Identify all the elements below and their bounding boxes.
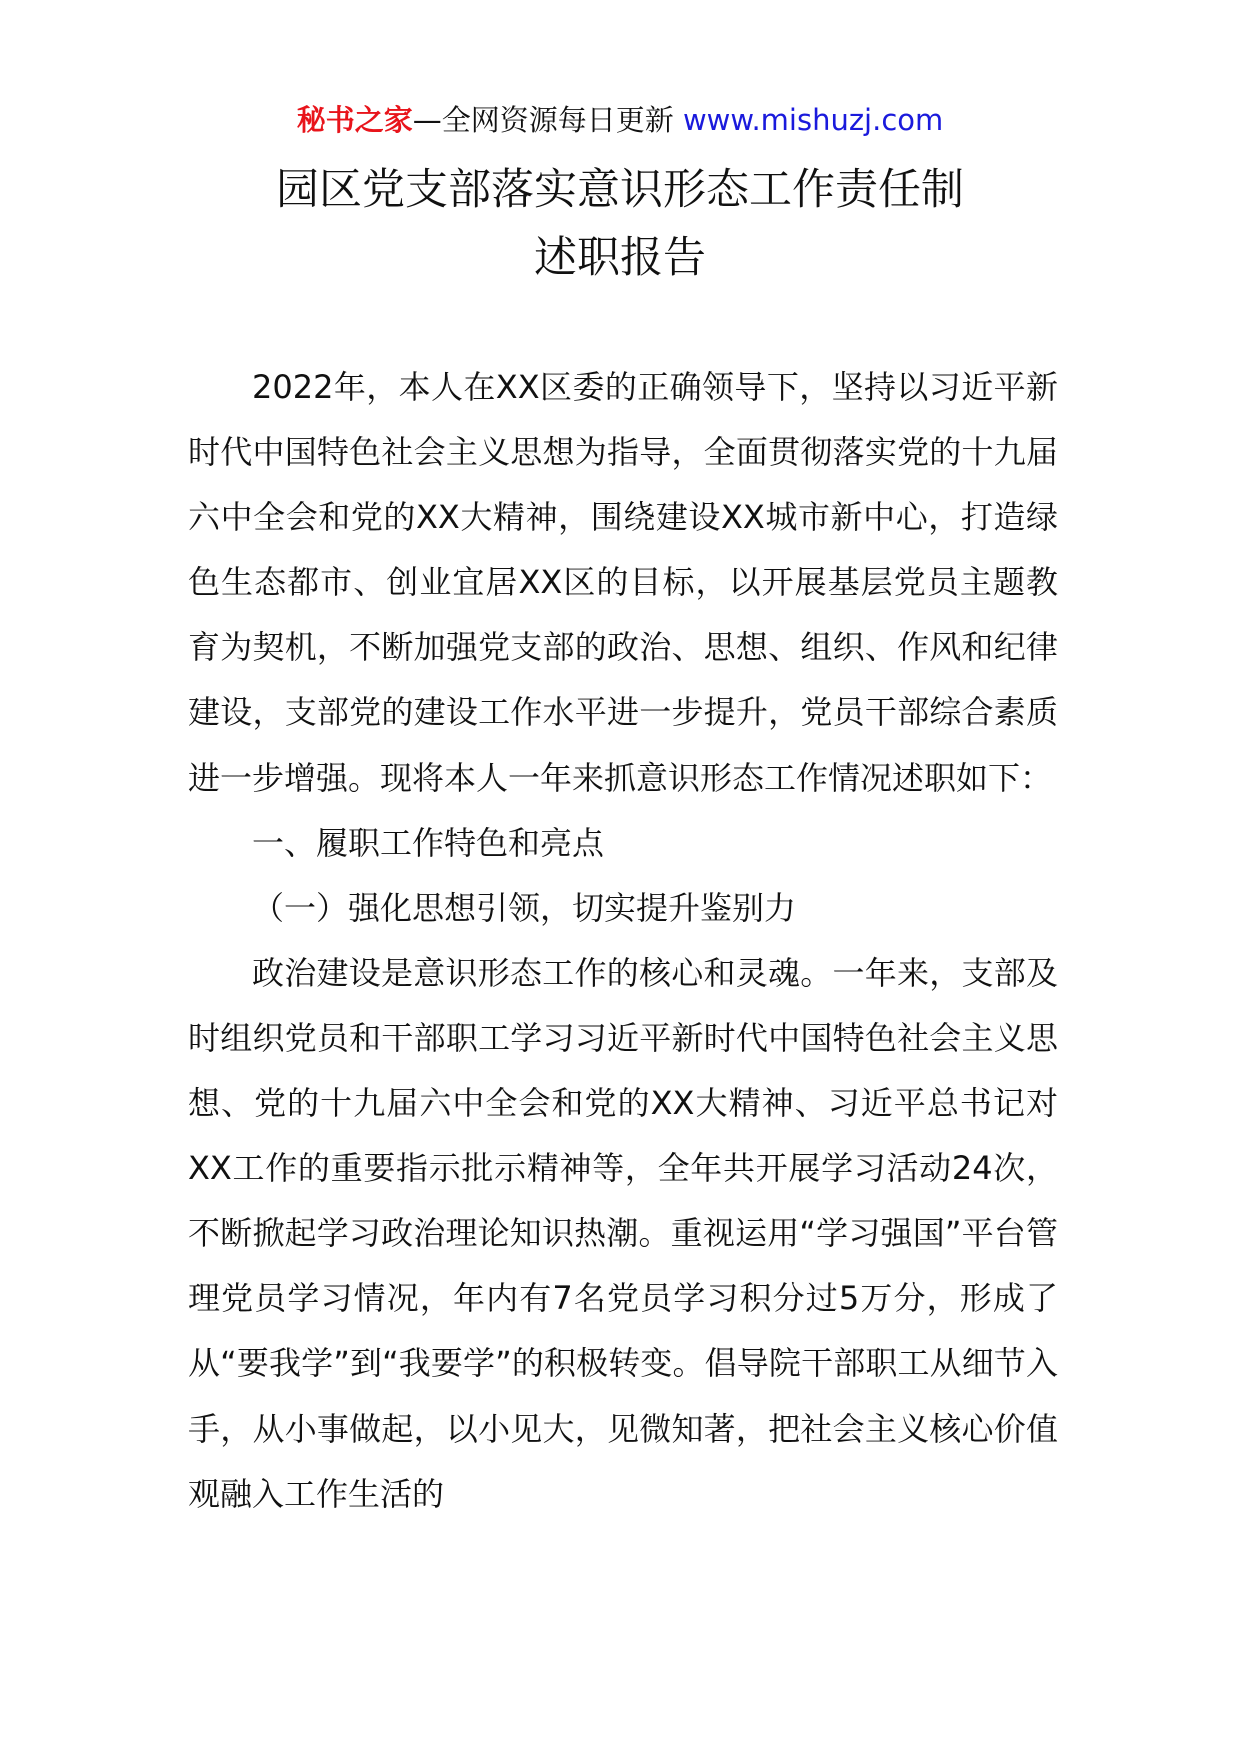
body-paragraph-political: 政治建设是意识形态工作的核心和灵魂。一年来，支部及时组织党员和干部职工学习习近平新时代中国特色社会主义思想、党的十九届六中全会和党的XX大精神、习近平总书记对XX工作的重要指示批示精神等，全年共开展学习活动24次，不断掀起学习政治理论知识热潮。重视运用“学习强国”平台管理党员学习情况，年内有7名党员学习积分过5万分，形成了从“要我学”到“我要学”的积极转变。倡导院干部职工从细节入手，从小事做起，以小见大，见微知著，把社会主义核心价值观融入工作生活的 (188, 953, 1058, 1513)
document-body (188, 355, 1058, 1527)
site-tagline: —全网资源每日更新 (412, 103, 683, 137)
body-paragraph-intro: 2022年，本人在XX区委的正确领导下，坚持以习近平新时代中国特色社会主义思想为指导，全面贯彻落实党的十九届六中全会和党的XX大精神，围绕建设XX城市新中心，打造绿色生态都市、创业宜居XX区的目标，以开展基层党员主题教育为契机，不断加强党支部的政治、思想、组织、作风和纪律建设，支部党的建设工作水平进一步提升，党员干部综合素质进一步增强。现将本人一年来抓意识形态工作情况述职如下： (188, 368, 1058, 797)
site-header (0, 100, 1240, 140)
section-heading-1: 一、履职工作特色和亮点 (252, 823, 605, 862)
document-title-line-1: 园区党支部落实意识形态工作责任制 (276, 165, 964, 215)
site-brand: 秘书之家 (296, 103, 413, 137)
site-url-link[interactable]: www.mishuzj.com (682, 103, 944, 137)
document-title-line-2: 述职报告 (534, 233, 706, 283)
subsection-heading-1: （一）强化思想引领，切实提升鉴别力 (252, 888, 797, 927)
